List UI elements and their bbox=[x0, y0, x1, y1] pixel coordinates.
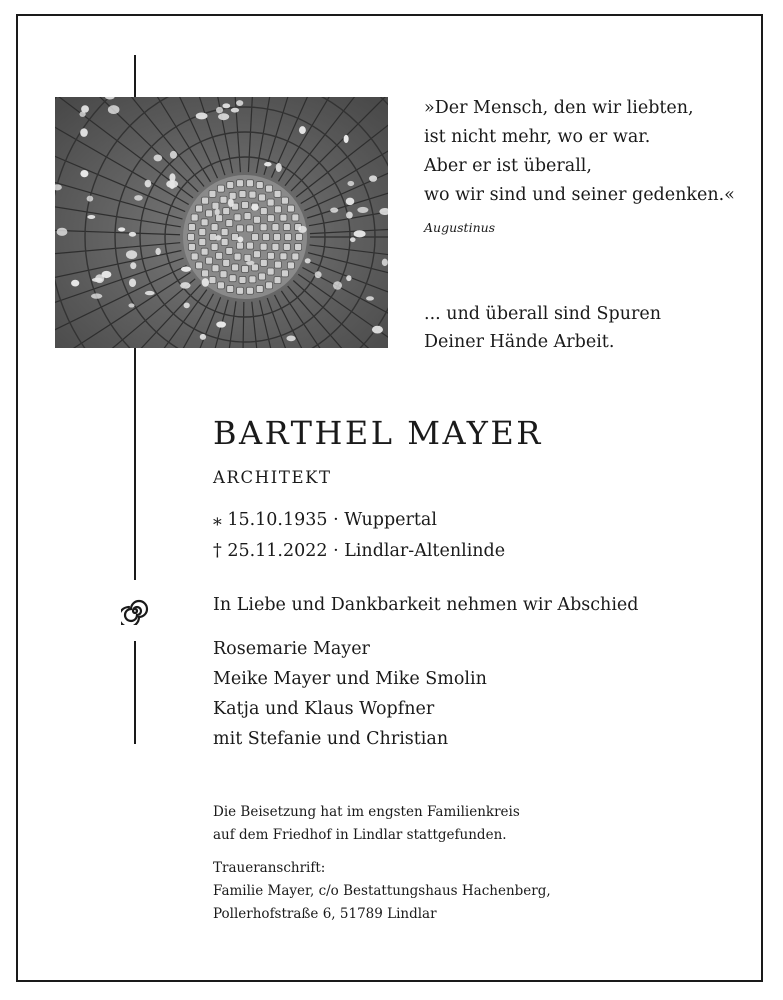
quote-line: Aber er ist überall, bbox=[424, 156, 592, 176]
spiral-icon bbox=[121, 597, 149, 625]
mourners-list bbox=[213, 634, 487, 754]
quote bbox=[424, 94, 735, 210]
burial-notice bbox=[213, 801, 520, 847]
vertical-rule-bottom bbox=[134, 641, 136, 744]
mourner: Meike Mayer und Mike Smolin bbox=[213, 669, 487, 689]
birth-date: ⁎ 15.10.1935 · Wuppertal bbox=[213, 510, 437, 530]
mourner: mit Stefanie und Christian bbox=[213, 729, 449, 749]
quote-line: ist nicht mehr, wo er war. bbox=[424, 127, 651, 147]
life-dates bbox=[213, 505, 505, 567]
mourner: Rosemarie Mayer bbox=[213, 639, 370, 659]
quote-line: wo wir sind und seiner gedenken.« bbox=[424, 185, 735, 205]
deceased-name: BARTHEL MAYER bbox=[213, 414, 543, 452]
quote-line: »Der Mensch, den wir liebten, bbox=[424, 98, 694, 118]
mourner: Katja und Klaus Wopfner bbox=[213, 699, 435, 719]
burial-notice-line: auf dem Friedhof in Lindlar stattgefunden. bbox=[213, 827, 507, 843]
farewell-text: In Liebe und Dankbarkeit nehmen wir Abschied bbox=[213, 595, 639, 615]
mourning-address bbox=[213, 857, 551, 926]
address-label: Traueranschrift: bbox=[213, 860, 326, 876]
trail-line: Deiner Hände Arbeit. bbox=[424, 332, 615, 352]
address-line: Familie Mayer, c/o Bestattungshaus Hachenberg, bbox=[213, 883, 551, 899]
trail-quote bbox=[424, 300, 661, 356]
burial-notice-line: Die Beisetzung hat im engsten Familienkreis bbox=[213, 804, 520, 820]
cobblestone-photo bbox=[55, 97, 388, 348]
trail-line: ... und überall sind Spuren bbox=[424, 304, 662, 324]
deceased-profession: ARCHITEKT bbox=[213, 468, 332, 487]
quote-author: Augustinus bbox=[424, 220, 496, 235]
address-line: Pollerhofstraße 6, 51789 Lindlar bbox=[213, 906, 437, 922]
death-date: † 25.11.2022 · Lindlar-Altenlinde bbox=[213, 541, 506, 561]
